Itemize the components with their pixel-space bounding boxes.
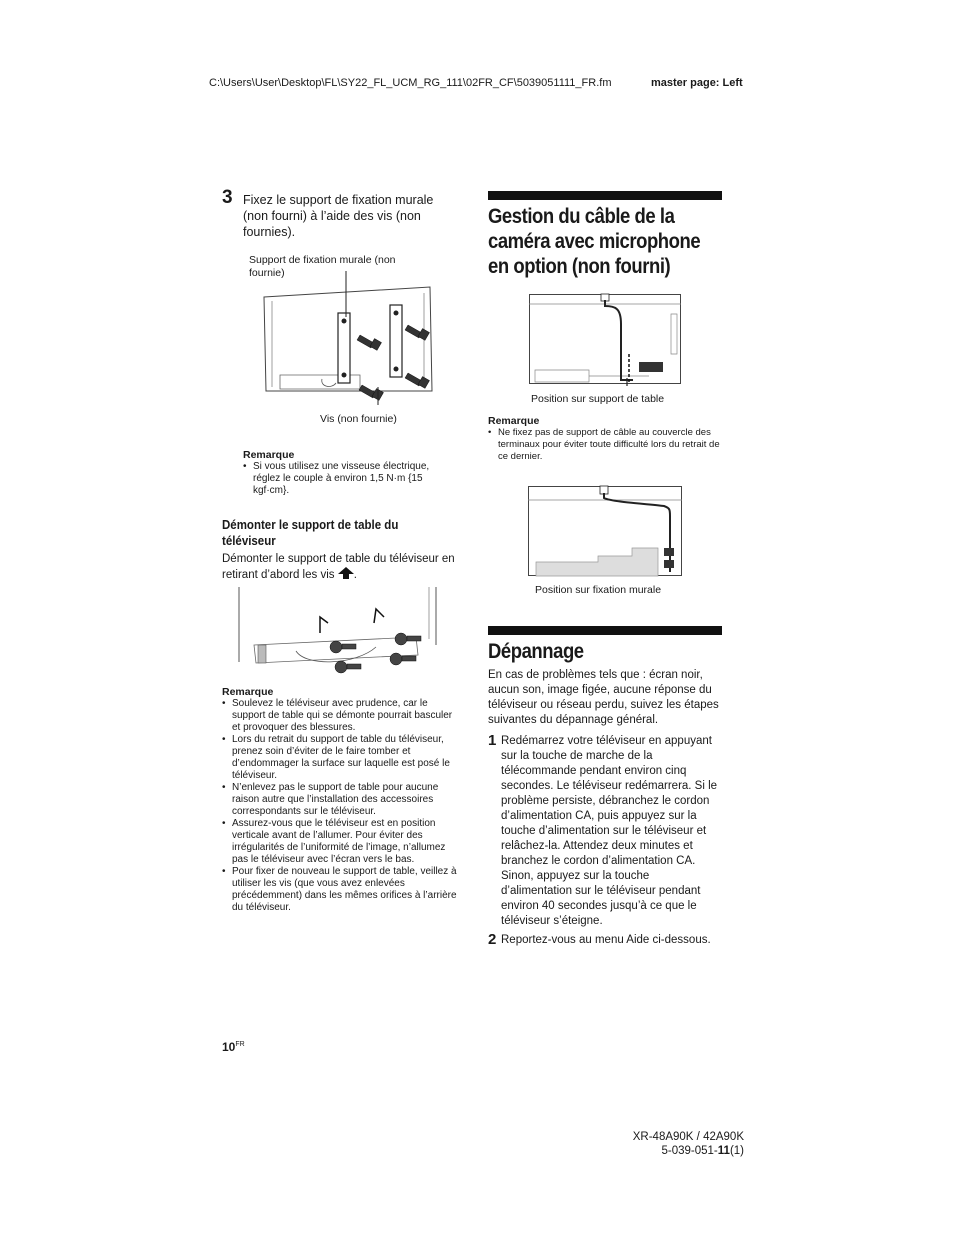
stand-removal-sentence: Démonter le support de table du téléviseur en retirant d’abord les vis [222,553,455,581]
step-3-number: 3 [222,187,233,208]
table-stand-caption: Position sur support de table [531,393,665,405]
step-text: Reportez-vous au menu Aide ci-dessous. [501,934,711,946]
troubleshoot-intro: En cas de problèmes tels que : écran noir, aucun son, image figée, aucune réponse du téléviseur ou réseau perdu, suivez les étapes suivantes du dépannage général. [488,669,719,726]
document-code [662,1145,745,1157]
model-number: XR-48A90K / 42A90K [632,1131,744,1143]
note-2-item: • Assurez-vous que le téléviseur est en position verticale avant de l’allumer. Pour éviter des irrégularités de l’uniformité de l’image, n’allumez pas le téléviseur avec l’écran vers le bas. [222,818,458,866]
page-number-value: 10 [222,1040,236,1054]
screw-label: Vis (non fournie) [320,413,397,425]
section-rule [488,626,722,635]
note-2-item: • Soulevez le téléviseur avec prudence, car le support de table qui se démonte pourrait basculer et provoquer des blessures. [222,698,458,734]
step-number: 2 [488,931,497,948]
code-bold: 11 [717,1145,730,1157]
troubleshoot-title: Dépannage [488,640,584,663]
step-text: Redémarrez votre téléviseur en appuyant sur la touche de marche de la télécommande pendant environ cinq secondes. Le téléviseur redémarrera. Si le problème persiste, débranchez le cordon d’alimentation CA, puis appuyez sur la touche d’alimentation sur le téléviseur et relâchez-la. Attendez deux minutes et branchez le cordon d’alimentation CA. Sinon, appuyez sur la touche d’alimentation sur le téléviseur pendant environ 40 secondes jusqu’à ce que le téléviseur s’éteigne. [501,735,718,927]
file-path: C:\Users\User\Desktop\FL\SY22_FL_UCM_RG_111\02FR_CF\5039051111_FR.fm [209,77,612,89]
screw-up-arrow-icon [338,567,354,579]
note-2-item: • Lors du retrait du support de table du téléviseur, prenez soin d’éviter de le faire tomber et d’endommager la surface sur laquelle est posé le téléviseur. [222,734,458,782]
wall-mount-label: Support de fixation murale (non fournie) [249,254,396,279]
note-1-list [243,461,443,497]
wall-mount-caption: Position sur fixation murale [535,584,662,596]
section-rule [488,191,722,200]
note-2-item: • N’enlevez pas le support de table pour aucune raison autre que l’installation des accessoires correspondants sur le téléviseur. [222,782,458,818]
camera-cable-title: Gestion du câble de la caméra avec microphone en option (non fourni) [488,205,701,278]
stand-removal-text [222,552,462,583]
note-2-heading: Remarque [222,686,274,698]
cable-note-item: • Ne fixez pas de support de câble au couvercle des terminaux pour éviter toute difficulté lors du retrait de ce dernier. [488,427,724,463]
stand-removal-illustration [236,587,446,672]
step-3-text: Fixez le support de fixation murale (non fourni) à l’aide des vis (non fournies). [243,193,434,239]
master-page-label: master page: Left [651,77,743,89]
stand-removal-end: . [353,569,357,581]
note-1-heading: Remarque [243,449,295,461]
table-stand-cable-illustration [529,294,681,386]
stand-removal-heading: Démonter le support de table du téléviseur [222,518,399,548]
page-number-suffix: FR [235,1041,245,1048]
code-prefix: 5-039-051- [661,1145,718,1157]
page-number [222,1040,245,1054]
code-suffix: (1) [729,1145,744,1157]
wall-mount-cable-illustration [528,486,682,578]
note-2-list [222,698,458,914]
step-number: 1 [488,732,497,749]
note-1-item: • Si vous utilisez une visseuse électrique, réglez le couple à environ 1,5 N·m {15 kgf·cm}. [243,461,443,497]
cable-note-list [488,427,724,463]
cable-note-heading: Remarque [488,415,540,427]
wall-mount-illustration [260,283,460,403]
note-2-item: • Pour fixer de nouveau le support de table, veillez à utiliser les vis (que vous avez enlevées précédemment) dans les mêmes orifices à l’arrière du téléviseur. [222,866,458,914]
